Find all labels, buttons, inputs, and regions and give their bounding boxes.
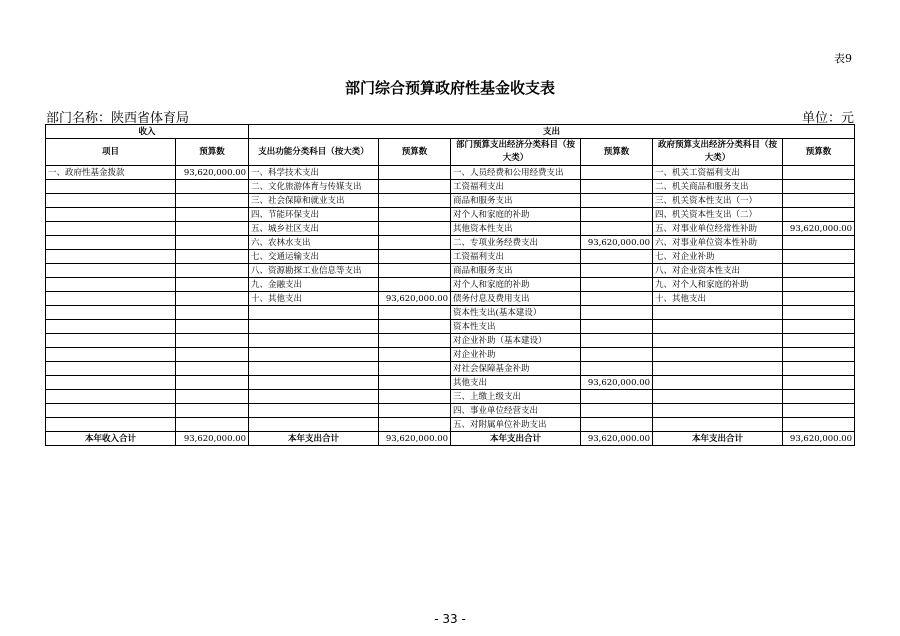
value-cell [783, 194, 855, 208]
expense-header: 支出 [249, 125, 855, 139]
total-value: 93,620,000.00 [379, 432, 451, 446]
col-header-dept-econ: 部门预算支出经济分类科目（按大类） [451, 139, 581, 166]
value-cell [176, 278, 249, 292]
income-header: 收入 [46, 125, 249, 139]
table-row [46, 376, 855, 390]
value-cell [379, 320, 451, 334]
item-cell [46, 222, 176, 236]
dept-econ-category-cell: 四、事业单位经营支出 [451, 404, 581, 418]
dept-econ-category-cell: 对企业补助 [451, 348, 581, 362]
item-cell [46, 348, 176, 362]
value-cell [379, 376, 451, 390]
item-cell [46, 320, 176, 334]
table-number: 表9 [834, 52, 852, 65]
table-row [46, 418, 855, 432]
item-cell [46, 250, 176, 264]
gov-econ-category-cell: 八、对企业资本性支出 [653, 264, 783, 278]
value-cell [379, 362, 451, 376]
value-cell [783, 264, 855, 278]
total-value: 93,620,000.00 [581, 432, 653, 446]
dept-econ-category-cell: 工资福利支出 [451, 180, 581, 194]
page-title: 部门综合预算政府性基金收支表 [344, 79, 555, 97]
table-row [46, 194, 855, 208]
function-category-cell: 四、节能环保支出 [249, 208, 379, 222]
col-header-budget: 预算数 [783, 139, 855, 166]
function-category-cell: 二、文化旅游体育与传媒支出 [249, 180, 379, 194]
totals-row [46, 432, 855, 446]
gov-econ-category-cell [653, 390, 783, 404]
item-cell [46, 208, 176, 222]
table-row [46, 292, 855, 306]
unit-label: 单位：元 [801, 111, 854, 126]
col-header-gov-econ: 政府预算支出经济分类科目（按大类） [653, 139, 783, 166]
value-cell [176, 362, 249, 376]
table-row [46, 362, 855, 376]
table-body [46, 166, 855, 432]
department-name: 部门名称：陕西省体育局 [46, 111, 190, 126]
dept-econ-category-cell: 对个人和家庭的补助 [451, 208, 581, 222]
function-category-cell [249, 306, 379, 320]
value-cell [379, 278, 451, 292]
item-cell [46, 292, 176, 306]
value-cell [783, 236, 855, 250]
table-row [46, 334, 855, 348]
item-cell [46, 404, 176, 418]
value-cell [783, 278, 855, 292]
col-header-budget: 预算数 [176, 139, 249, 166]
gov-econ-category-cell [653, 320, 783, 334]
value-cell [581, 418, 653, 432]
gov-econ-category-cell: 四、机关资本性支出（二） [653, 208, 783, 222]
value-cell [379, 306, 451, 320]
function-category-cell [249, 418, 379, 432]
value-cell [176, 390, 249, 404]
table-row [46, 278, 855, 292]
value-cell [176, 306, 249, 320]
table-row [46, 264, 855, 278]
dept-econ-category-cell: 其他支出 [451, 376, 581, 390]
value-cell [581, 222, 653, 236]
dept-econ-category-cell: 二、专项业务经费支出 [451, 236, 581, 250]
gov-econ-category-cell [653, 306, 783, 320]
value-cell [783, 292, 855, 306]
total-label: 本年支出合计 [451, 432, 581, 446]
dept-econ-category-cell: 对社会保障基金补助 [451, 362, 581, 376]
value-cell [379, 404, 451, 418]
value-cell: 93,620,000.00 [581, 376, 653, 390]
value-cell [176, 292, 249, 306]
value-cell [176, 236, 249, 250]
item-cell [46, 362, 176, 376]
value-cell [581, 208, 653, 222]
value-cell [176, 348, 249, 362]
item-cell [46, 278, 176, 292]
value-cell [783, 334, 855, 348]
value-cell [176, 320, 249, 334]
value-cell [783, 250, 855, 264]
gov-econ-category-cell: 十、其他支出 [653, 292, 783, 306]
value-cell [379, 264, 451, 278]
function-category-cell [249, 404, 379, 418]
table-row [46, 348, 855, 362]
total-label: 本年支出合计 [653, 432, 783, 446]
value-cell [581, 348, 653, 362]
dept-econ-category-cell: 商品和服务支出 [451, 194, 581, 208]
value-cell [581, 180, 653, 194]
total-label: 本年收入合计 [46, 432, 176, 446]
gov-econ-category-cell: 五、对事业单位经常性补助 [653, 222, 783, 236]
function-category-cell: 一、科学技术支出 [249, 166, 379, 180]
value-cell [379, 390, 451, 404]
total-value: 93,620,000.00 [176, 432, 249, 446]
dept-econ-category-cell: 商品和服务支出 [451, 264, 581, 278]
value-cell [176, 180, 249, 194]
table-row [46, 390, 855, 404]
dept-econ-category-cell: 五、对附属单位补助支出 [451, 418, 581, 432]
dept-econ-category-cell: 其他资本性支出 [451, 222, 581, 236]
gov-econ-category-cell: 三、机关资本性支出（一） [653, 194, 783, 208]
table-row [46, 236, 855, 250]
value-cell [581, 404, 653, 418]
dept-econ-category-cell: 资本性支出 [451, 320, 581, 334]
value-cell: 93,620,000.00 [783, 222, 855, 236]
value-cell [379, 236, 451, 250]
col-header-item: 项目 [46, 139, 176, 166]
function-category-cell: 十、其他支出 [249, 292, 379, 306]
value-cell [581, 320, 653, 334]
value-cell [379, 334, 451, 348]
dept-econ-category-cell: 三、上缴上级支出 [451, 390, 581, 404]
value-cell [379, 166, 451, 180]
value-cell [783, 390, 855, 404]
value-cell [783, 362, 855, 376]
value-cell [379, 250, 451, 264]
function-category-cell [249, 376, 379, 390]
function-category-cell [249, 362, 379, 376]
value-cell [176, 264, 249, 278]
gov-econ-category-cell: 二、机关商品和服务支出 [653, 180, 783, 194]
item-cell [46, 306, 176, 320]
value-cell [379, 348, 451, 362]
function-category-cell: 三、社会保障和就业支出 [249, 194, 379, 208]
page-number: - 33 - [434, 612, 466, 626]
value-cell [581, 278, 653, 292]
value-cell [783, 180, 855, 194]
item-cell [46, 180, 176, 194]
value-cell [176, 418, 249, 432]
value-cell [176, 208, 249, 222]
table-row [46, 306, 855, 320]
table-row [46, 320, 855, 334]
value-cell [581, 306, 653, 320]
total-value: 93,620,000.00 [783, 432, 855, 446]
value-cell [783, 418, 855, 432]
value-cell [581, 194, 653, 208]
dept-econ-category-cell: 资本性支出(基本建设） [451, 306, 581, 320]
budget-table [45, 124, 855, 446]
value-cell [783, 306, 855, 320]
function-category-cell [249, 348, 379, 362]
value-cell [783, 320, 855, 334]
value-cell [783, 348, 855, 362]
dept-econ-category-cell: 债务付息及费用支出 [451, 292, 581, 306]
item-cell [46, 194, 176, 208]
gov-econ-category-cell [653, 348, 783, 362]
total-label: 本年支出合计 [249, 432, 379, 446]
value-cell [379, 222, 451, 236]
value-cell [783, 404, 855, 418]
gov-econ-category-cell [653, 362, 783, 376]
value-cell [379, 208, 451, 222]
gov-econ-category-cell [653, 418, 783, 432]
function-category-cell: 七、交通运输支出 [249, 250, 379, 264]
value-cell [783, 208, 855, 222]
table-row [46, 180, 855, 194]
value-cell [581, 362, 653, 376]
dept-econ-category-cell: 对个人和家庭的补助 [451, 278, 581, 292]
col-header-budget: 预算数 [581, 139, 653, 166]
item-cell [46, 334, 176, 348]
col-header-budget: 预算数 [379, 139, 451, 166]
dept-econ-category-cell: 一、人员经费和公用经费支出 [451, 166, 581, 180]
gov-econ-category-cell: 六、对事业单位资本性补助 [653, 236, 783, 250]
function-category-cell: 五、城乡社区支出 [249, 222, 379, 236]
function-category-cell: 九、金融支出 [249, 278, 379, 292]
value-cell [581, 166, 653, 180]
gov-econ-category-cell [653, 404, 783, 418]
value-cell [581, 250, 653, 264]
value-cell [176, 334, 249, 348]
value-cell [379, 180, 451, 194]
value-cell [176, 404, 249, 418]
function-category-cell [249, 334, 379, 348]
dept-econ-category-cell: 工资福利支出 [451, 250, 581, 264]
value-cell: 93,620,000.00 [379, 292, 451, 306]
function-category-cell [249, 390, 379, 404]
value-cell [581, 390, 653, 404]
value-cell [176, 222, 249, 236]
item-cell: 一、政府性基金拨款 [46, 166, 176, 180]
value-cell: 93,620,000.00 [176, 166, 249, 180]
table-row [46, 222, 855, 236]
gov-econ-category-cell: 一、机关工资福利支出 [653, 166, 783, 180]
item-cell [46, 418, 176, 432]
item-cell [46, 376, 176, 390]
col-header-function: 支出功能分类科目（按大类） [249, 139, 379, 166]
gov-econ-category-cell: 七、对企业补助 [653, 250, 783, 264]
value-cell: 93,620,000.00 [581, 236, 653, 250]
value-cell [783, 166, 855, 180]
table-row [46, 166, 855, 180]
value-cell [783, 376, 855, 390]
value-cell [176, 250, 249, 264]
item-cell [46, 264, 176, 278]
value-cell [379, 418, 451, 432]
gov-econ-category-cell [653, 334, 783, 348]
dept-econ-category-cell: 对企业补助（基本建设） [451, 334, 581, 348]
value-cell [379, 194, 451, 208]
item-cell [46, 236, 176, 250]
value-cell [581, 334, 653, 348]
table-row [46, 404, 855, 418]
gov-econ-category-cell [653, 376, 783, 390]
function-category-cell [249, 320, 379, 334]
table-row [46, 208, 855, 222]
function-category-cell: 八、资源勘探工业信息等支出 [249, 264, 379, 278]
value-cell [176, 194, 249, 208]
table-row [46, 250, 855, 264]
value-cell [176, 376, 249, 390]
value-cell [581, 292, 653, 306]
gov-econ-category-cell: 九、对个人和家庭的补助 [653, 278, 783, 292]
item-cell [46, 390, 176, 404]
value-cell [581, 264, 653, 278]
function-category-cell: 六、农林水支出 [249, 236, 379, 250]
